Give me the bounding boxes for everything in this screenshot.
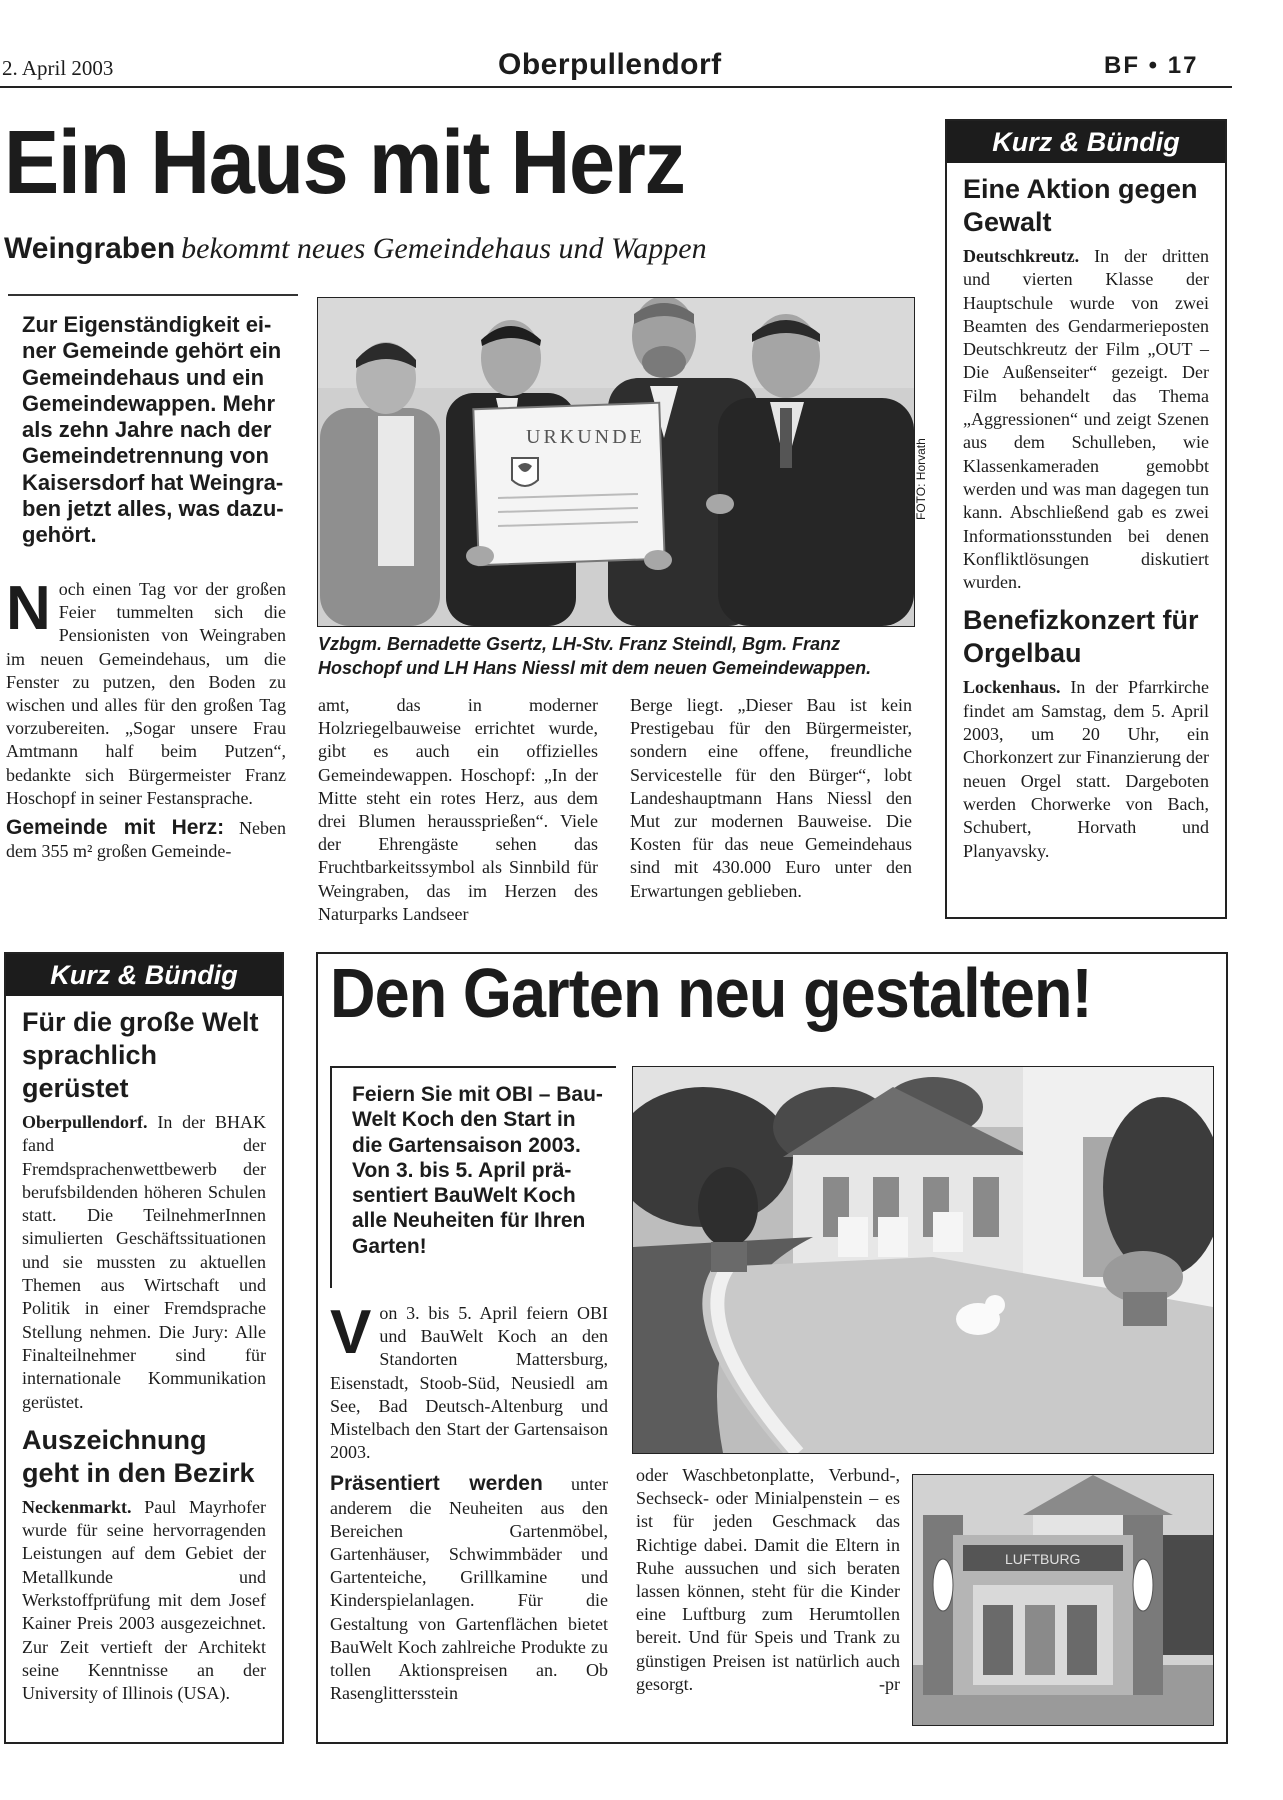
bouncy-castle-photo	[912, 1474, 1214, 1726]
photo-credit: FOTO: Horvath	[914, 438, 928, 520]
sidebar-item-1-body	[963, 245, 1209, 594]
header-rule	[0, 86, 1232, 88]
garden-column-1	[330, 1298, 608, 1705]
promo-text: Feiern Sie mit OBI – Bau- Welt Koch den Start in die Gartensaison 2003. Von 3. bis 5. April prä- sentiert BauWelt Koch alle Neuheiten für Ihren Garten!	[352, 1083, 603, 1258]
garden-column-2	[636, 1464, 900, 1696]
sidebar-top-banner: Kurz & Bündig	[947, 121, 1225, 163]
sidebar-item-1-title: Eine Aktion gegen Gewalt	[963, 174, 1198, 237]
garden-subsection-title: Präsentiert werden	[330, 1472, 543, 1496]
garden-column-2-text: oder Waschbetonplatte, Verbund-, Sechseck- oder Minialpenstein – es ist für jeden Geschmack das Richtige dabei. Damit die Eltern in Ruhe aussuchen und sich beraten lassen können, steht für die Kinder eine Luftburg zum Herumtollen bereit. Und für Speis und Trank zu günstigen Preisen ist natürlich auch gesorgt.	[636, 1465, 900, 1694]
sidebar-item-2-body	[963, 676, 1209, 862]
castle-sign-text: LUFTBURG	[1005, 1551, 1081, 1567]
garden-column-1-subsection	[330, 1472, 608, 1705]
sidebar-item-1-place: Deutschkreutz.	[963, 246, 1080, 266]
garden-dropcap: V	[330, 1298, 372, 1367]
sidebar-b-item-2-title: Auszeichnung geht in den Bezirk	[22, 1424, 255, 1488]
intro-rule	[8, 294, 298, 296]
main-column-2: amt, das in moderner Holzriegelbauweise errichtet wurde, gibt es auch ein offizielles Gemeindewappen. Hoschopf: „In der Mitte steht ein rotes Herz, aus dem drei Blumen heraussprießen“. Viele der Ehrengäste sehen das Fruchtbarkeitssymbol als Sinnbild für Weingraben, das im Herzen des Naturparks Landseer	[318, 695, 598, 924]
main-subhead	[4, 232, 707, 266]
dropcap: N	[6, 574, 51, 643]
main-column-1-text: och einen Tag vor der großen Feier tummelten sich die Pensionisten von Weingraben im neuen Gemeindehaus, um die Fenster zu putzen, den Boden zu wischen und alles für den großen Tag vorzubereiten. „Sogar unsere Frau Amtmann half beim Putzen“, bedankte sich Bürgermeister Franz Hoschopf in seiner Festansprache.	[6, 579, 286, 808]
sidebar-item-2-title: Benefizkonzert für Orgelbau	[963, 605, 1199, 669]
main-headline: Ein Haus mit Herz	[4, 113, 685, 213]
sidebar-item-1-text: In der dritten und vierten Klasse der Hauptschule wurde von zwei Beamten des Gendarmerieposten Deutschkreutz der Film „OUT – Die Außenseiter“ gezeigt. Der Film behandelt das Thema „Aggressionen“ und zeigt Szenen aus dem Schulleben, wie Klassenkameraden gemobbt werden und was man dagegen tun kann. Abschließend gab es zwei Informationsstunden bei denen Konfliktlösungen diskutiert wurden.	[963, 246, 1210, 593]
subhead-place: Weingraben	[4, 232, 176, 265]
sidebar-b-item-1-body	[22, 1111, 266, 1414]
sidebar-bottom	[4, 952, 284, 1744]
sidebar-b-item-2-text: Paul Mayrhofer wurde für seine hervorragenden Leistungen auf dem Gebiet der Metallkunde und Werkstoffprüfung mit dem Josef Kainer Preis 2003 ausgezeichnet. Zur Zeit vertieft der Architekt seine Kenntnisse an der University of Illinois (USA).	[22, 1496, 267, 1704]
sidebar-b-item-2-place: Neckenmarkt.	[22, 1496, 132, 1517]
page-number: BF • 17	[1104, 52, 1199, 79]
garden-headline: Den Garten neu gestalten!	[330, 954, 1092, 1032]
article-signature: -pr	[879, 1673, 900, 1694]
garden-column-1-text: on 3. bis 5. April feiern OBI und BauWelt Koch an den Standorten Mattersburg, Eisenstadt, Stoob-Süd, Neusiedl am See, Bad Deutsch-Altenburg und Mistelbach den Start der Gartensaison 2003.	[330, 1303, 608, 1463]
main-column-3: Berge liegt. „Dieser Bau ist kein Prestigebau für den Bürgermeister, sondern eine offene, freundliche Servicestelle für den Bürger“, lobt Landeshauptmann Hans Niessl den Mut zur modernen Bauweise. Die Kosten für das neue Gemeindehaus sind mit 430.000 Euro unter den Erwartungen geblieben.	[630, 695, 912, 901]
ceremony-photo	[317, 297, 915, 627]
main-column-1	[6, 574, 286, 863]
issue-date: 2. April 2003	[2, 56, 114, 80]
certificate-text: URKUNDE	[526, 426, 645, 448]
sidebar-b-item-1-place: Oberpullendorf.	[22, 1112, 148, 1132]
section-title: Oberpullendorf	[498, 48, 722, 81]
subsection-title: Gemeinde mit Herz:	[6, 816, 225, 840]
article-intro: Zur Eigenständigkeit ei- ner Gemeinde gehört ein Gemeindehaus und ein Gemeindewappen. Mehr als zehn Jahre nach der Gemeindetrennung von Kaisersdorf hat Weingra- ben jetzt alles, was dazu- gehört.	[22, 312, 284, 548]
main-column-1-subsection	[6, 816, 286, 863]
sidebar-b-item-1-text: In der BHAK fand der Fremdsprachenwettbewerb der berufsbildenden höheren Schulen statt. Die TeilnehmerInnen simulierten Geschäftssituationen und sie mussten zu aktuellen Themen aus Wirtschaft und Politik in einer Fremdsprache Stellung nehmen. Die Jury: Alle Finalteilnehmer sind für internationale Kommunikation gerüstet.	[22, 1112, 267, 1412]
sidebar-item-2-text: In der Pfarrkirche findet am Samstag, dem 5. April 2003, um 20 Uhr, ein Chorkonzert zur Finanzierung der neuen Orgel statt. Dargeboten werden Chorwerke von Bach, Schubert, Horvath und Planyavsky.	[963, 677, 1210, 861]
garden-subsection-text: unter anderem die Neuheiten aus den Bereichen Gartenmöbel, Gartenhäuser, Schwimmbäder und Gartenteiche, Grillkamine und Kinderspielanlagen. Für die Gestaltung von Gartenflächen bietet BauWelt Koch zahlreiche Produkte zu tollen Aktionspreisen an. Ob Rasenglittersstein	[330, 1474, 608, 1704]
sidebar-b-item-2-body	[22, 1496, 266, 1706]
subsection-text: Neben dem 355 m² großen Gemeinde-	[6, 818, 286, 862]
sidebar-top	[945, 119, 1227, 919]
sidebar-item-2-place: Lockenhaus.	[963, 677, 1061, 698]
garden-photo	[632, 1066, 1214, 1454]
sidebar-bottom-banner: Kurz & Bündig	[6, 954, 282, 996]
sidebar-b-item-1-title: Für die große Welt sprachlich gerüstet	[22, 1007, 259, 1103]
subhead-text: bekommt neues Gemeindehaus und Wappen	[181, 232, 707, 265]
photo-caption: Vzbgm. Bernadette Gsertz, LH-Stv. Franz Steindl, Bgm. Franz Hoschopf und LH Hans Niessl mit dem neuen Gemeindewappen.	[318, 634, 872, 678]
